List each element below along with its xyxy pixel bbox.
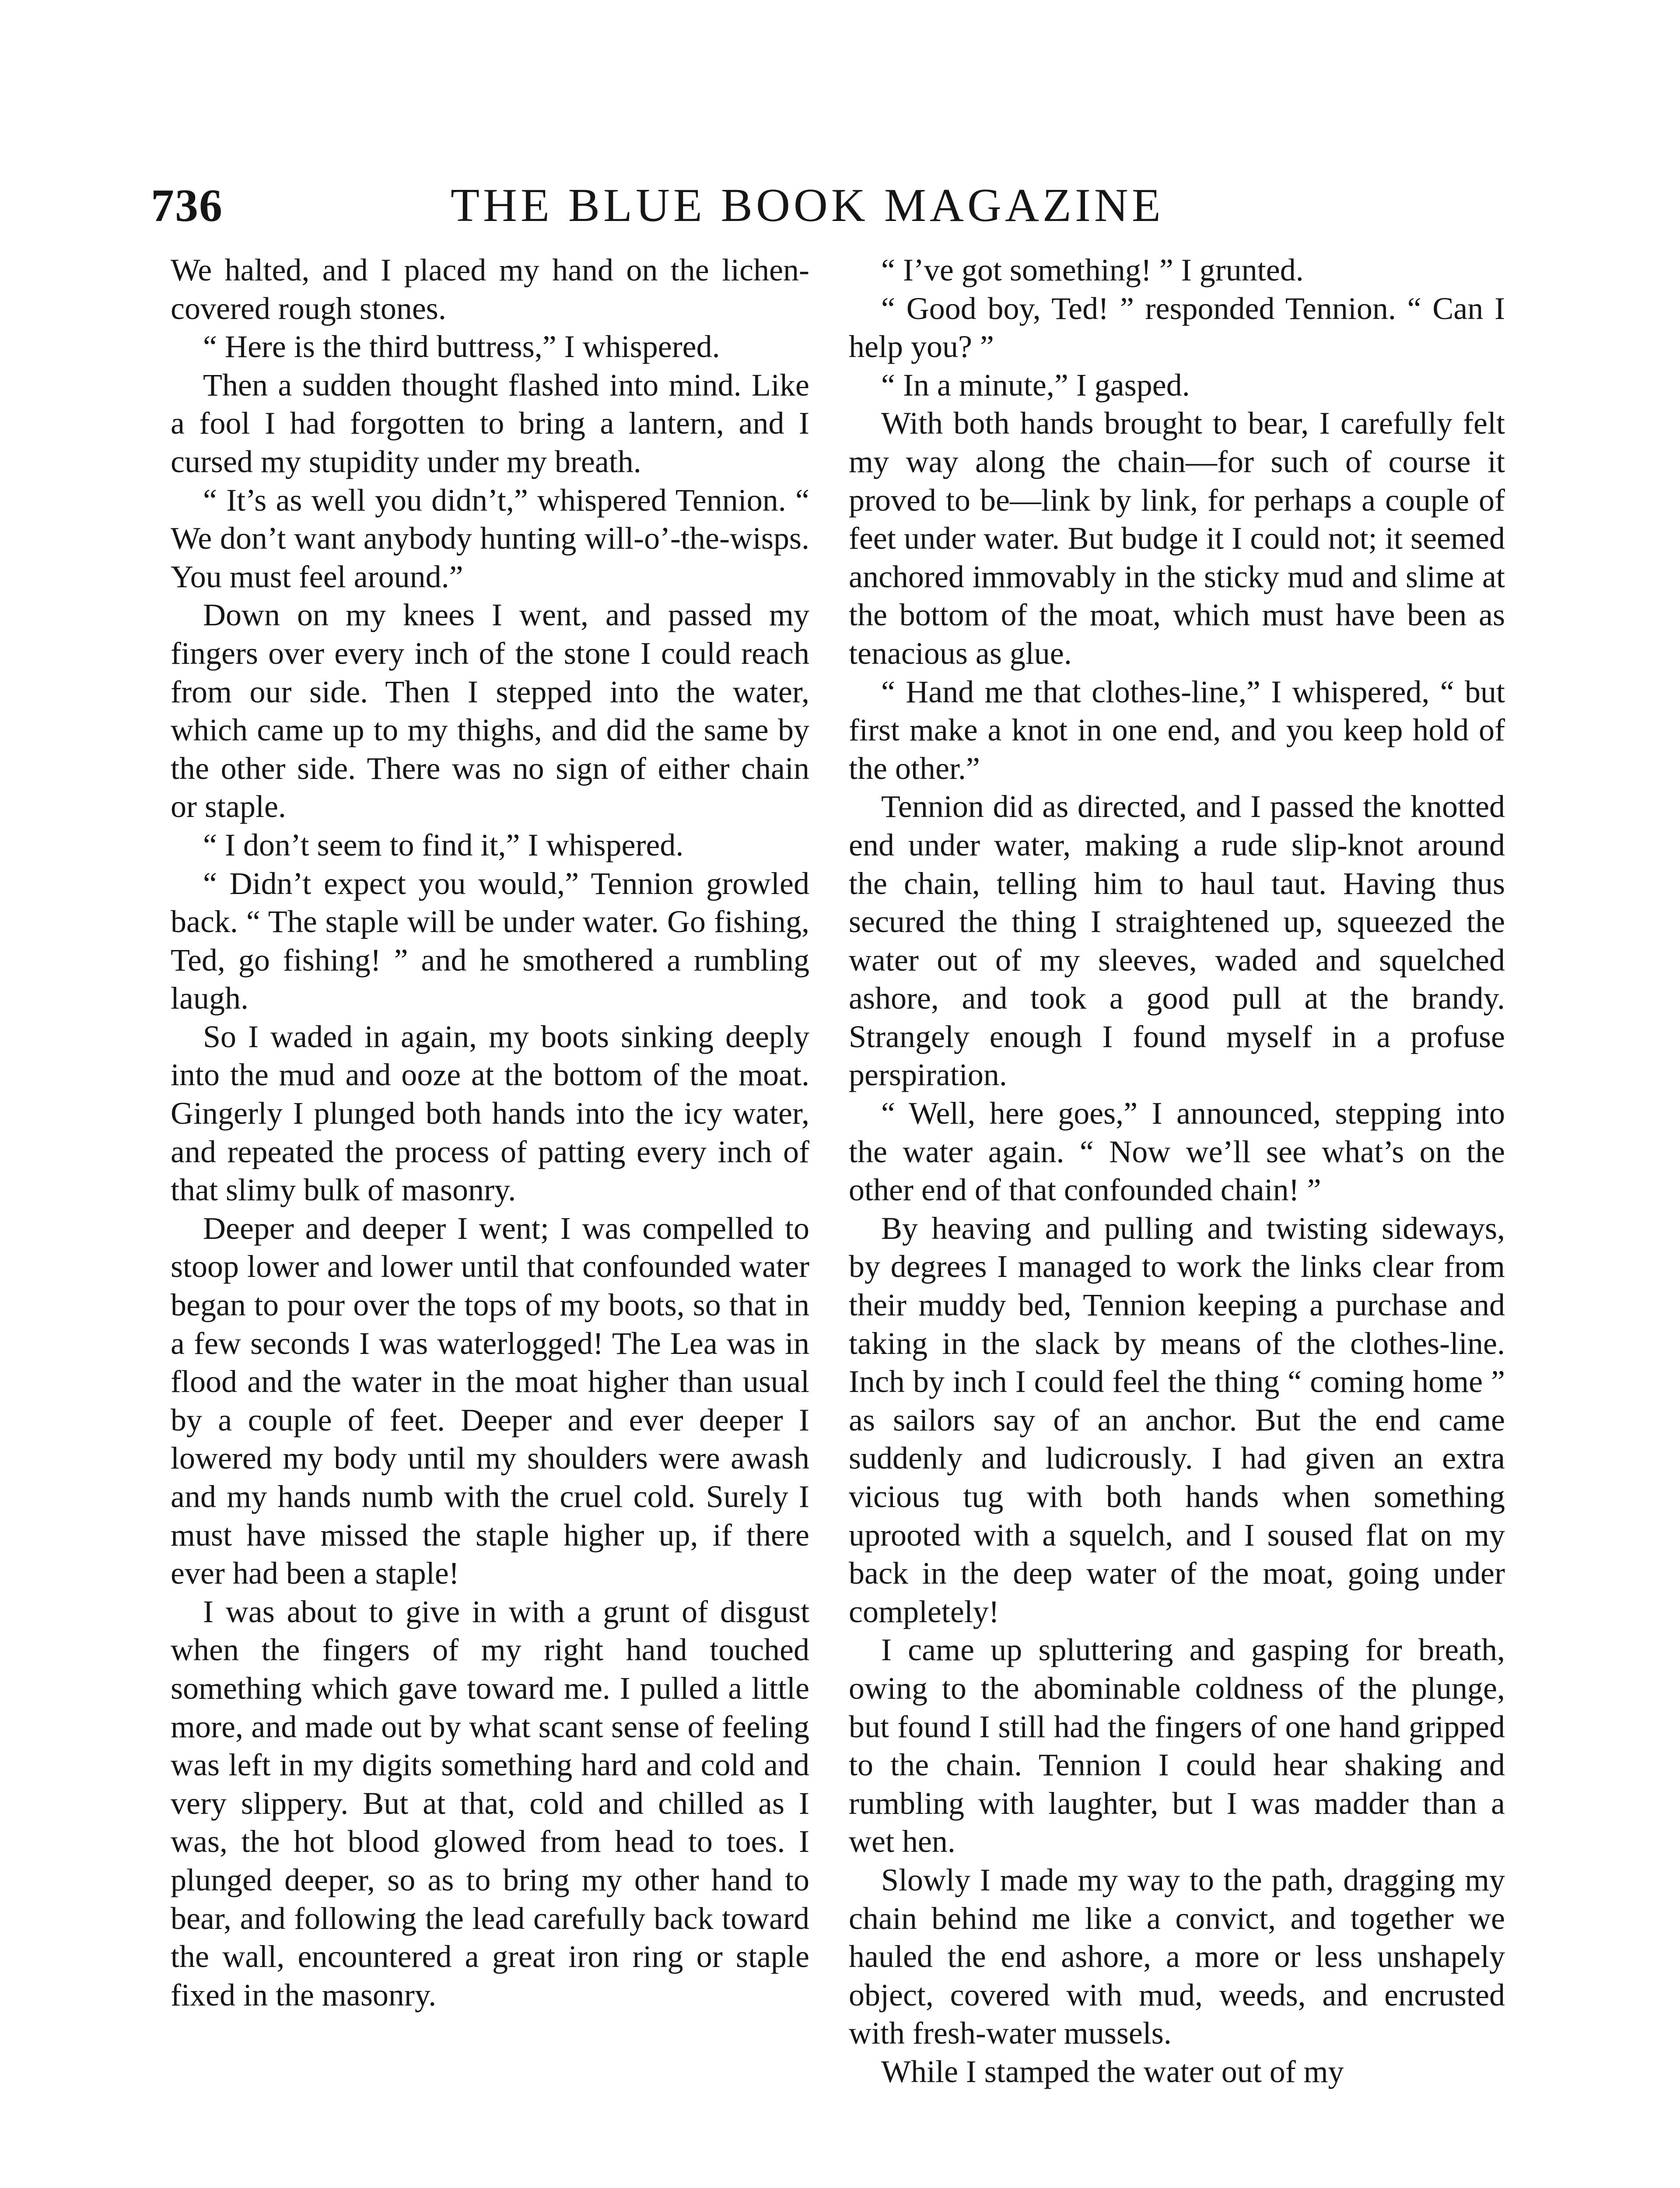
paragraph: Slowly I made my way to the path, dragging my chain behind me like a convict, and together we hauled the end ashore, a more or less unshapely object, covered with mud, weeds, and encrusted with fresh-water mussels.	[849, 1862, 1505, 2051]
paragraph: “ Hand me that clothes-line,” I whispered, “ but first make a knot in one end, and you keep hold of the other.”	[849, 674, 1505, 786]
paragraph: “ I don’t seem to find it,” I whispered.	[203, 827, 684, 863]
paragraph: “ Here is the third buttress,” I whispered.	[203, 329, 720, 365]
paragraph: By heaving and pulling and twisting sideways, by degrees I managed to work the links clear from their muddy bed, Tennion keeping a purchase and taking in the slack by means of the clothes-line. Inch by inch I could feel the thing “ coming home ” as sailors say of an anchor. But the end came suddenly and ludicrously. I had given an extra vicious tug with both hands when something uprooted with a squelch, and I soused flat on my back in the deep water of the moat, going under completely!	[849, 1210, 1505, 1629]
paragraph: “ It’s as well you didn’t,” whispered Tennion. “ We don’t want anybody hunting will-o’-the-wisps. You must feel around.”	[171, 482, 809, 594]
running-title: THE BLUE BOOK MAGAZINE	[451, 179, 1164, 231]
page-header	[0, 173, 1680, 238]
left-column	[171, 251, 809, 2014]
page-number: 736	[151, 180, 223, 231]
paragraph: So I waded in again, my boots sinking deeply into the mud and ooze at the bottom of the moat. Gingerly I plunged both hands into the icy water, and repeated the process of patting every inch of that slimy bulk of masonry.	[171, 1019, 809, 1208]
paragraph: Deeper and deeper I went; I was compelled to stoop lower and lower until that confounded water began to pour over the tops of my boots, so that in a few seconds I was waterlogged! The Lea was in flood and the water in the moat higher than usual by a couple of feet. Deeper and ever deeper I lowered my body until my shoulders were awash and my hands numb with the cruel cold. Surely I must have missed the staple higher up, if there ever had been a staple!	[171, 1210, 809, 1591]
paragraph: With both hands brought to bear, I carefully felt my way along the chain—for such of course it proved to be—link by link, for perhaps a couple of feet under water. But budge it I could not; it seemed anchored immovably in the sticky mud and slime at the bottom of the moat, which must have been as tenacious as glue.	[849, 406, 1505, 671]
paragraph: I was about to give in with a grunt of disgust when the fingers of my right hand touched something which gave toward me. I pulled a little more, and made out by what scant sense of feeling was left in my digits something hard and cold and very slippery. But at that, cold and chilled as I was, the hot blood glowed from head to toes. I plunged deeper, so as to bring my other hand to bear, and following the lead carefully back toward the wall, encountered a great iron ring or staple fixed in the masonry.	[171, 1594, 809, 2013]
paragraph: Then a sudden thought flashed into mind. Like a fool I had forgotten to bring a lantern, and I cursed my stupidity under my breath.	[171, 367, 809, 479]
paragraph: “ Good boy, Ted! ” responded Tennion. “ Can I help you? ”	[849, 291, 1505, 365]
paragraph: Tennion did as directed, and I passed the knotted end under water, making a rude slip-knot around the chain, telling him to haul taut. Having thus secured the thing I straightened up, squeezed the water out of my sleeves, waded and squelched ashore, and took a good pull at the brandy. Strangely enough I found myself in a profuse perspiration.	[849, 789, 1505, 1093]
paragraph: “ Didn’t expect you would,” Tennion growled back. “ The staple will be under water. Go fishing, Ted, go fishing! ” and he smothered a rumbling laugh.	[171, 866, 809, 1016]
paragraph: “ I’ve got something! ” I grunted.	[881, 252, 1304, 288]
right-column	[849, 251, 1505, 2091]
paragraph: “ Well, here goes,” I announced, stepping into the water again. “ Now we’ll see what’s on the other end of that confounded chain! ”	[849, 1096, 1505, 1208]
paragraph: I came up spluttering and gasping for breath, owing to the abominable coldness of the plunge, but found I still had the fingers of one hand gripped to the chain. Tennion I could hear shaking and rumbling with laughter, but I was madder than a wet hen.	[849, 1632, 1505, 1859]
paragraph: “ In a minute,” I gasped.	[881, 367, 1190, 403]
paragraph: Down on my knees I went, and passed my fingers over every inch of the stone I could reach from our side. Then I stepped into the water, which came up to my thighs, and did the same by the other side. There was no sign of either chain or staple.	[171, 597, 809, 824]
paragraph: We halted, and I placed my hand on the lichen-covered rough stones.	[171, 252, 809, 326]
paragraph: While I stamped the water out of my	[881, 2054, 1344, 2089]
